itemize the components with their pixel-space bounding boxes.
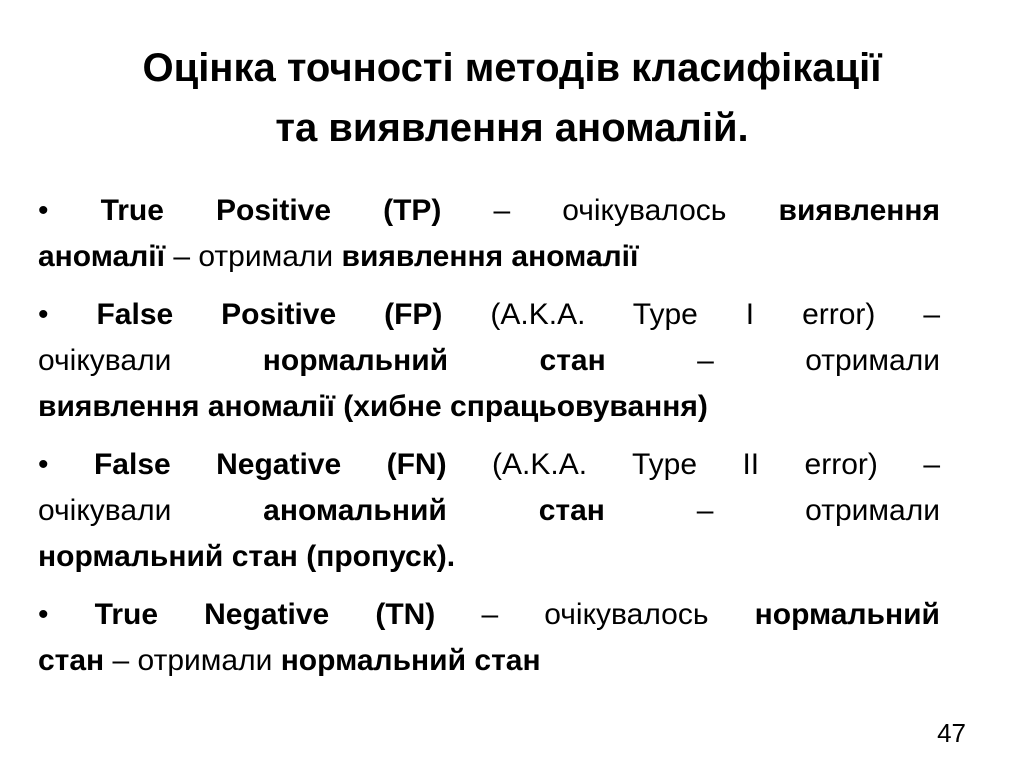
bullet-list — [38, 188, 940, 696]
bullet-marker: • — [38, 298, 49, 331]
bullet-line — [38, 488, 940, 534]
bullet-line — [38, 384, 940, 430]
bold-text: нормальний стан — [280, 644, 541, 677]
bullet-item — [38, 442, 940, 580]
text: – отримали — [173, 240, 334, 273]
text: – отримали — [112, 644, 273, 677]
bullet-line — [38, 442, 940, 488]
slide-title-line-1: Оцінка точності методів класифікації — [142, 46, 882, 90]
bold-text: False Negative (FN) — [93, 448, 447, 481]
bullet-line — [38, 234, 940, 280]
bullet-item — [38, 188, 940, 280]
bold-text: нормальний стан (пропуск). — [38, 540, 456, 573]
bullet-item — [38, 292, 940, 430]
bullet-marker: • — [38, 448, 49, 481]
text: – отримали — [696, 494, 940, 527]
bold-text: аномалії — [38, 240, 166, 273]
bullet-marker: • — [38, 194, 49, 227]
bold-text: виявлення аномалії (хибне спрацьовування) — [38, 390, 708, 423]
bold-text: True Negative (TN) — [94, 598, 436, 631]
text: (A.K.A. Type II error) – — [492, 448, 941, 481]
bullet-line — [38, 292, 940, 338]
bullet-line — [38, 592, 940, 638]
slide-title — [0, 38, 1024, 158]
text: – очікувалось — [481, 598, 709, 631]
bold-text: True Positive (TP) — [100, 194, 442, 227]
bold-text: False Positive (FP) — [96, 298, 443, 331]
bold-text: аномальний стан — [263, 494, 605, 527]
text: очікували — [38, 494, 172, 527]
bullet-item — [38, 592, 940, 684]
bullet-line — [38, 638, 940, 684]
text: – очікувалось — [493, 194, 727, 227]
bold-text: виявлення аномалії — [341, 240, 639, 273]
bold-text: нормальний стан — [262, 344, 606, 377]
bullet-line — [38, 338, 940, 384]
bold-text: стан — [38, 644, 105, 677]
text: очікували — [38, 344, 172, 377]
text: – отримали — [697, 344, 940, 377]
bold-text: виявлення — [778, 194, 941, 227]
slide-title-line-2: та виявлення аномалій. — [275, 106, 749, 150]
page-number: 47 — [937, 718, 966, 748]
bullet-line — [38, 534, 940, 580]
bold-text: нормальний — [754, 598, 940, 631]
text: (A.K.A. Type I error) – — [490, 298, 941, 331]
bullet-marker: • — [38, 598, 49, 631]
bullet-line — [38, 188, 940, 234]
